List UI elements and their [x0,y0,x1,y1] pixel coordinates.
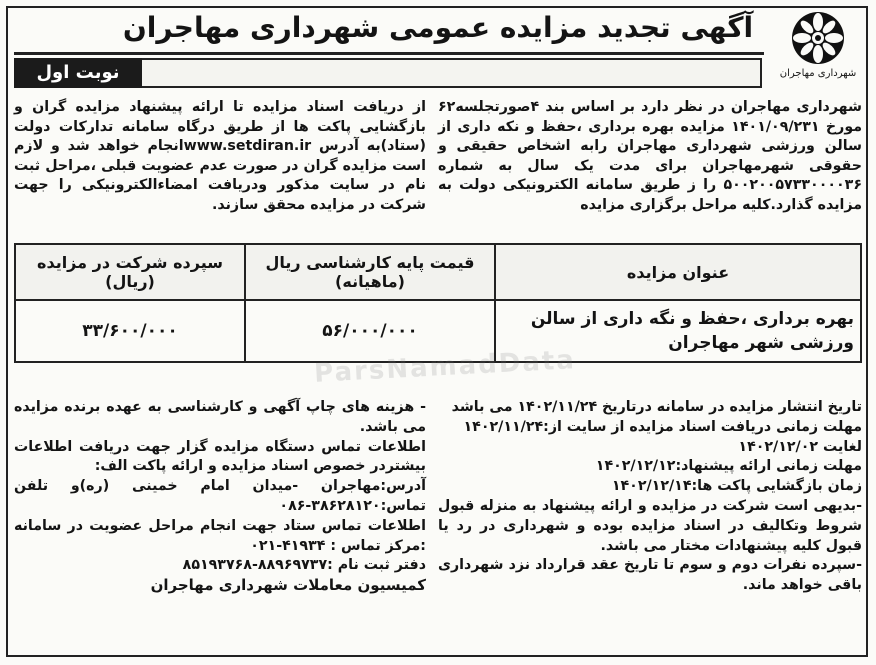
logo-caption: شهرداری مهاجران [779,68,857,79]
offer-deadline-line: مهلت زمانی ارائه پیشنهاد:۱۴۰۲/۱۲/۱۲ [595,458,862,475]
municipality-logo [772,10,864,86]
cell-deposit: ۳۳/۶۰۰/۰۰۰ [15,300,245,362]
terms-clause: -بدیهی است شرکت در مزایده و ارائه پیشنهاد به منزله قبول شروط وتکالیف در اسناد مزایده بوده و شهرداری در رد یا قبول کلیه پیشنهادات مختار می باشد. [438,497,862,554]
setad-contact-line: اطلاعات تماس ستاد جهت انجام مراحل عضویت در سامانه :مرکز تماس : ۴۱۹۳۴-۰۲۱ [14,517,426,554]
publish-date-line: تاریخ انتشار مزایده در سامانه درتاریخ ۱۴۰۲/۱۱/۲۴ می باشد [451,399,862,415]
header-auction-title: عنوان مزایده [495,244,861,300]
cost-clause: - هزینه های چاپ آگهی و کارشناسی به عهده برنده مزایده می باشد. [14,399,426,435]
cell-auction-title: بهره برداری ،حفظ و نگه داری از سالن ورزشی شهر مهاجران [495,300,861,362]
watermark: ParsNamadData [313,345,577,389]
registration-office-line: دفتر ثبت نام :۸۸۹۶۹۷۳۷-۸۵۱۹۳۷۶۸ [182,557,426,574]
opening-date-line: زمان بازگشایی پاکت ها:۱۴۰۲/۱۲/۱۴ [611,478,862,495]
docs-start-line: مهلت زمانی دریافت اسناد مزایده از سایت از:۱۴۰۲/۱۱/۲۴ [463,418,862,435]
contact-intro: اطلاعات تماس دستگاه مزایده گزار جهت دریافت اطلاعات بیشتردر خصوص اسناد مزایده و ارائه پاکت الف: [14,438,426,475]
round-badge: نوبت اول [14,58,142,88]
header-base-price: قیمت پایه کارشناسی ریال (ماهیانه) [245,244,495,300]
intro-right-paragraph [438,98,862,215]
table-header-row [15,244,861,300]
details-right-column [438,398,862,596]
intro-left-paragraph [14,98,426,215]
deposit-clause: -سپرده نفرات دوم و سوم تا تاریخ عقد قرارداد نزد شهرداری باقی خواهد ماند. [438,557,862,594]
page-title: آگهی تجدید مزایده عمومی شهرداری مهاجران [122,11,754,44]
details-left-column [14,398,426,596]
docs-end-line: لغایت ۱۴۰۲/۱۲/۰۲ [738,438,862,455]
intro-right-text: شهرداری مهاجران در نظر دارد بر اساس بند ۴صورتجلسه۶۲ مورخ ۱۴۰۱/۰۹/۲۳۱ مزایده بهره برداری ،حفظ و نکه داری از سالن ورزشی شهرداری مهاجران رابه اشخاص حقیقی و حقوقی شهرمهاجران برای مدت یک سال به شماره ۵۰۰۲۰۰۵۷۳۳۰۰۰۰۳۶ را ز طریق سامانه الکترونیکی دولت به مزایده گذارد.کلیه مراحل برگزاری مزایده [438,99,862,213]
signature-line: کمیسیون معاملات شهرداری مهاجران [150,576,426,595]
header-deposit: سپرده شرکت در مزایده (ریال) [15,244,245,300]
cell-base-price: ۵۶/۰۰۰/۰۰۰ [245,300,495,362]
auction-table [14,243,862,363]
title-divider [14,52,764,55]
intro-left-text: از دریافت اسناد مزایده تا ارائه پیشنهاد مزایده گران و بازگشایی پاکت ها از طریق درگاه سامانه تدارکات دولت (ستاد)به آدرس www.setdiran.irانجام خواهد شد و لازم است مزایده گران در صورت عدم عضویت قبلی ،مراحل ثبت نام در سایت مذکور ودریافت امضاءالکترونیکی را جهت شرکت در مزایده محقق سازند. [14,99,426,213]
address-line: آدرس:مهاجران -میدان امام خمینی (ره)و تلفن تماس:۳۸۶۲۸۱۲۰-۰۸۶ [14,478,426,514]
logo-emblem-icon [786,10,850,66]
